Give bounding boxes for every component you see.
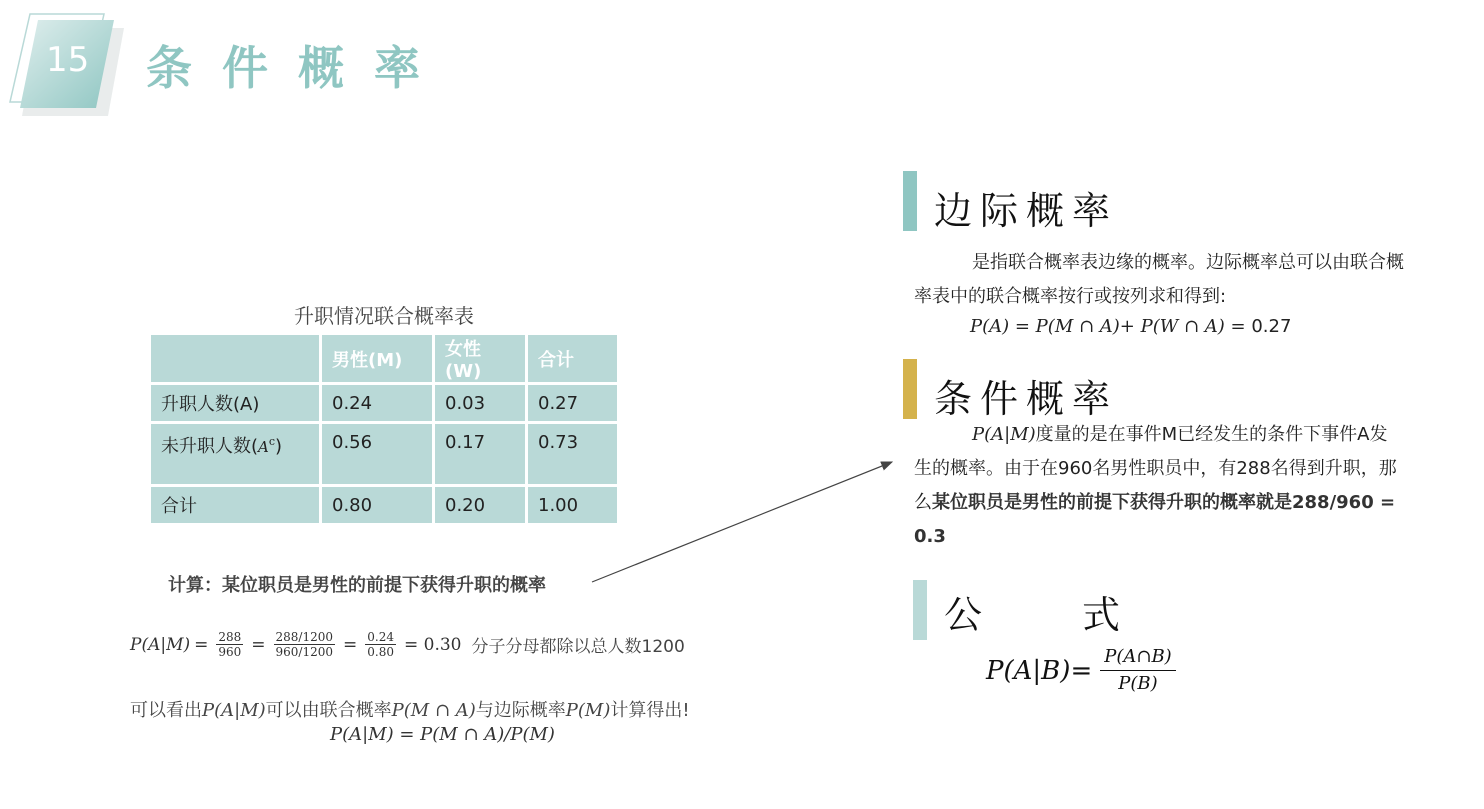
conditional-bold-text: 某位职员是男性的前提下获得升职的概率就是288/960 = 0.3 bbox=[914, 492, 1396, 547]
conditional-heading: 条件概率 bbox=[934, 377, 1119, 421]
fraction-denominator: 960 bbox=[218, 645, 242, 659]
derive-text: 可以看出 bbox=[130, 700, 202, 721]
formula-heading bbox=[944, 584, 1120, 639]
table-header-row bbox=[150, 334, 619, 384]
formula-accent-bar bbox=[913, 580, 927, 640]
row-label: 合计 bbox=[150, 486, 321, 525]
table-cell: 0.27 bbox=[527, 384, 619, 423]
conditional-accent-bar bbox=[903, 359, 917, 419]
formula-denominator: P(B) bbox=[1118, 673, 1158, 694]
row-label bbox=[150, 423, 321, 486]
table-cell: 0.03 bbox=[434, 384, 527, 423]
slide-title: 条件概率 bbox=[146, 41, 450, 95]
formula-fraction bbox=[1100, 644, 1175, 697]
table-cell: 0.80 bbox=[321, 486, 434, 525]
calculation-formula: P(A|M) = $\frac{288}{960}$ = $\frac{288/1200}{960/1200}$ = $\frac{0.24}{0.80}$ = 0.30 分子分母都除以总人数1200 bbox=[130, 630, 685, 659]
table-header-cell: 男性(M) bbox=[321, 334, 434, 384]
formula-heading-right: 式 bbox=[1082, 593, 1121, 637]
joint-probability-table bbox=[148, 332, 620, 526]
fraction bbox=[365, 630, 396, 659]
fraction-numerator: 288 bbox=[218, 630, 242, 644]
fraction-denominator: 960/1200 bbox=[275, 645, 334, 659]
conditional-probability-formula bbox=[986, 644, 1176, 697]
derivation-formula: P(A|M) = P(M ∩ A)/P(M) bbox=[330, 724, 555, 745]
fraction-numerator: 0.24 bbox=[367, 630, 394, 644]
calc-lhs: P(A|M) bbox=[130, 634, 191, 655]
calculation-label: 计算：某位职员是男性的前提下获得升职的概率 bbox=[168, 575, 546, 596]
marginal-formula bbox=[970, 316, 1291, 337]
conditional-math: P(A|M) bbox=[972, 424, 1036, 445]
derive-text: 可以由联合概率 bbox=[265, 700, 392, 721]
row-label-math: A bbox=[258, 438, 269, 456]
table-cell: 0.56 bbox=[321, 423, 434, 486]
formula-heading-left: 公 bbox=[944, 593, 983, 637]
table-header-cell: 合计 bbox=[527, 334, 619, 384]
fraction bbox=[274, 630, 336, 659]
table-cell: 1.00 bbox=[527, 486, 619, 525]
row-label-text: 未升职人数( bbox=[161, 436, 259, 457]
derive-math: P(A|M) bbox=[202, 700, 266, 721]
marginal-formula-math: P(A) = P(M ∩ A)+ P(W ∩ A) = bbox=[970, 316, 1246, 337]
table-caption: 升职情况联合概率表 bbox=[294, 304, 474, 328]
derive-text: 与边际概率 bbox=[475, 700, 566, 721]
fraction-denominator: 0.80 bbox=[367, 645, 394, 659]
row-label: 升职人数(A) bbox=[150, 384, 321, 423]
table-cell: 0.73 bbox=[527, 423, 619, 486]
derive-math: P(M ∩ A) bbox=[391, 700, 476, 721]
table-header-cell: 女性(W) bbox=[434, 334, 527, 384]
table-header-cell bbox=[150, 334, 321, 384]
table-cell: 0.20 bbox=[434, 486, 527, 525]
table-cell: 0.17 bbox=[434, 423, 527, 486]
formula-lhs: P(A|B) bbox=[986, 655, 1071, 686]
table-row bbox=[150, 486, 619, 525]
conditional-text: 度量的是在事件M已经发生的条件下事件A发生的概率。由于在960名男性职员中，有288名得到升职，那么 bbox=[914, 424, 1397, 513]
marginal-description: 是指联合概率表边缘的概率。边际概率总可以由联合概率表中的联合概率按行或按列求和得到: bbox=[914, 252, 1404, 307]
row-label-close: ) bbox=[275, 436, 283, 457]
table-row bbox=[150, 423, 619, 486]
calc-result: = 0.30 bbox=[404, 634, 462, 655]
derivation-note bbox=[130, 696, 690, 722]
table-cell: 0.24 bbox=[321, 384, 434, 423]
marginal-formula-value: 0.27 bbox=[1245, 316, 1292, 337]
slide-number: 15 bbox=[46, 40, 90, 80]
formula-equals: = bbox=[1070, 655, 1093, 686]
formula-numerator: P(A∩B) bbox=[1100, 644, 1175, 671]
conditional-description bbox=[914, 418, 1404, 554]
row-label-sup: c bbox=[268, 435, 276, 448]
table-row bbox=[150, 384, 619, 423]
derive-math: P(M) bbox=[565, 700, 611, 721]
calc-note: 分子分母都除以总人数1200 bbox=[471, 637, 685, 657]
marginal-heading: 边际概率 bbox=[934, 189, 1119, 233]
fraction-numerator: 288/1200 bbox=[275, 630, 334, 644]
derive-text: 计算得出! bbox=[610, 700, 690, 721]
marginal-accent-bar bbox=[903, 171, 917, 231]
fraction bbox=[216, 630, 243, 659]
